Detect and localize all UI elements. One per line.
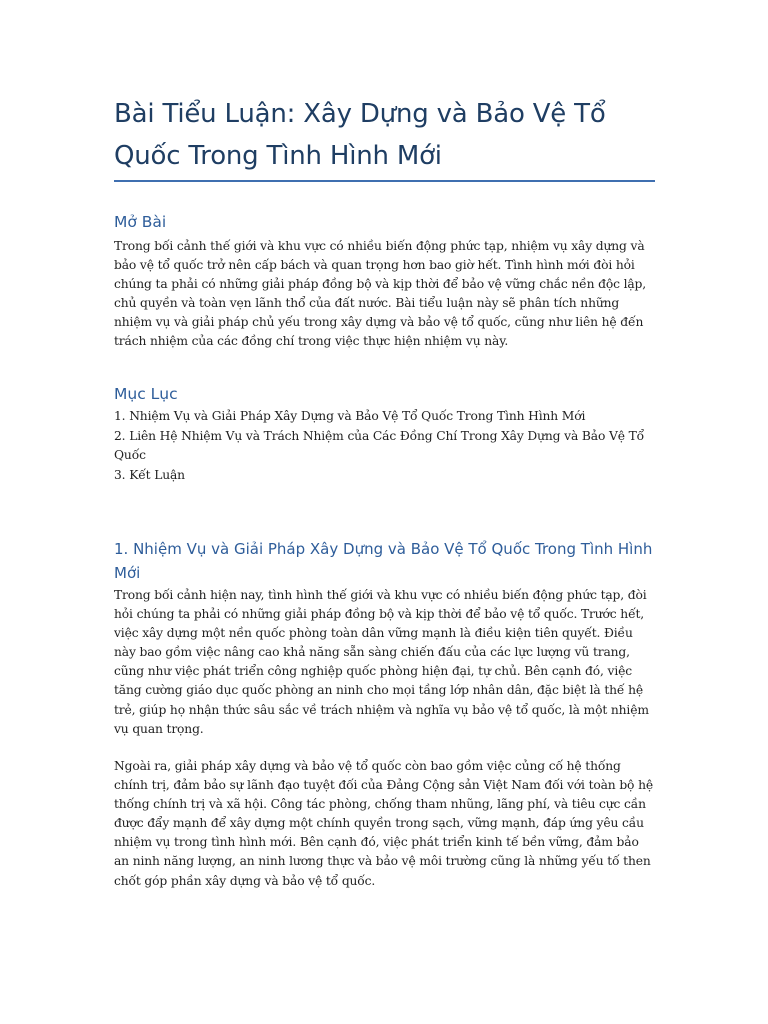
toc-item: 3. Kết Luận: [114, 468, 185, 483]
heading-muc-luc: Mục Lục: [114, 385, 178, 403]
table-of-contents: [114, 407, 656, 486]
paragraph-mo-bai: Trong bối cảnh thế giới và khu vực có nhiều biến động phức tạp, nhiệm vụ xây dựng và bảo vệ tổ quốc trở nên cấp bách và quan trọng hơn bao giờ hết. Tình hình mới đòi hỏi chúng ta phải có những giải pháp đồng bộ và kịp thời để bảo vệ vững chắc nền độc lập, chủ quyền và toàn vẹn lãnh thổ của đất nước. Bài tiểu luận này sẽ phân tích những nhiệm vụ và giải pháp chủ yếu trong xây dựng và bảo vệ tổ quốc, cũng như liên hệ đến trách nhiệm của các đồng chí trong việc thực hiện nhiệm vụ này.: [114, 239, 647, 349]
paragraph-section-1: Trong bối cảnh hiện nay, tình hình thế giới và khu vực có nhiều biến động phức tạp, đòi hỏi chúng ta phải có những giải pháp đồng bộ và kịp thời để bảo vệ tổ quốc. Trước hết, việc xây dựng một nền quốc phòng toàn dân vững mạnh là điều kiện tiên quyết. Điều này bao gồm việc nâng cao khả năng sẵn sàng chiến đấu của các lực lượng vũ trang, cũng như việc phát triển công nghiệp quốc phòng hiện đại, tự chủ. Bên cạnh đó, việc tăng cường giáo dục quốc phòng an ninh cho mọi tầng lớp nhân dân, đặc biệt là thế hệ trẻ, giúp họ nhận thức sâu sắc về trách nhiệm và nghĩa vụ bảo vệ tổ quốc, là một nhiệm vụ quan trọng.: [114, 588, 649, 736]
toc-item: 1. Nhiệm Vụ và Giải Pháp Xây Dựng và Bảo Vệ Tổ Quốc Trong Tình Hình Mới: [114, 409, 586, 423]
document-title: Bài Tiểu Luận: Xây Dựng và Bảo Vệ Tổ Quốc Trong Tình Hình Mới: [114, 99, 606, 171]
paragraph-section-1: Ngoài ra, giải pháp xây dựng và bảo vệ tổ quốc còn bao gồm việc củng cố hệ thống chính trị, đảm bảo sự lãnh đạo tuyệt đối của Đảng Cộng sản Việt Nam đối với toàn bộ hệ thống chính trị và xã hội. Công tác phòng, chống tham nhũng, lãng phí, và tiêu cực cần được đẩy mạnh để xây dựng một chính quyền trong sạch, vững mạnh, đáp ứng yêu cầu nhiệm vụ trong tình hình mới. Bên cạnh đó, việc phát triển kinh tế bền vững, đảm bảo an ninh năng lượng, an ninh lương thực và bảo vệ môi trường cũng là những yếu tố then chốt góp phần xây dựng và bảo vệ tổ quốc.: [114, 759, 653, 888]
heading-mo-bai: Mở Bài: [114, 213, 167, 231]
toc-item: 2. Liên Hệ Nhiệm Vụ và Trách Nhiệm của Các Đồng Chí Trong Xây Dựng và Bảo Vệ Tổ Quốc: [114, 429, 645, 463]
heading-section-1: 1. Nhiệm Vụ và Giải Pháp Xây Dựng và Bảo Vệ Tổ Quốc Trong Tình Hình Mới: [114, 540, 653, 582]
title-divider: [114, 180, 655, 182]
